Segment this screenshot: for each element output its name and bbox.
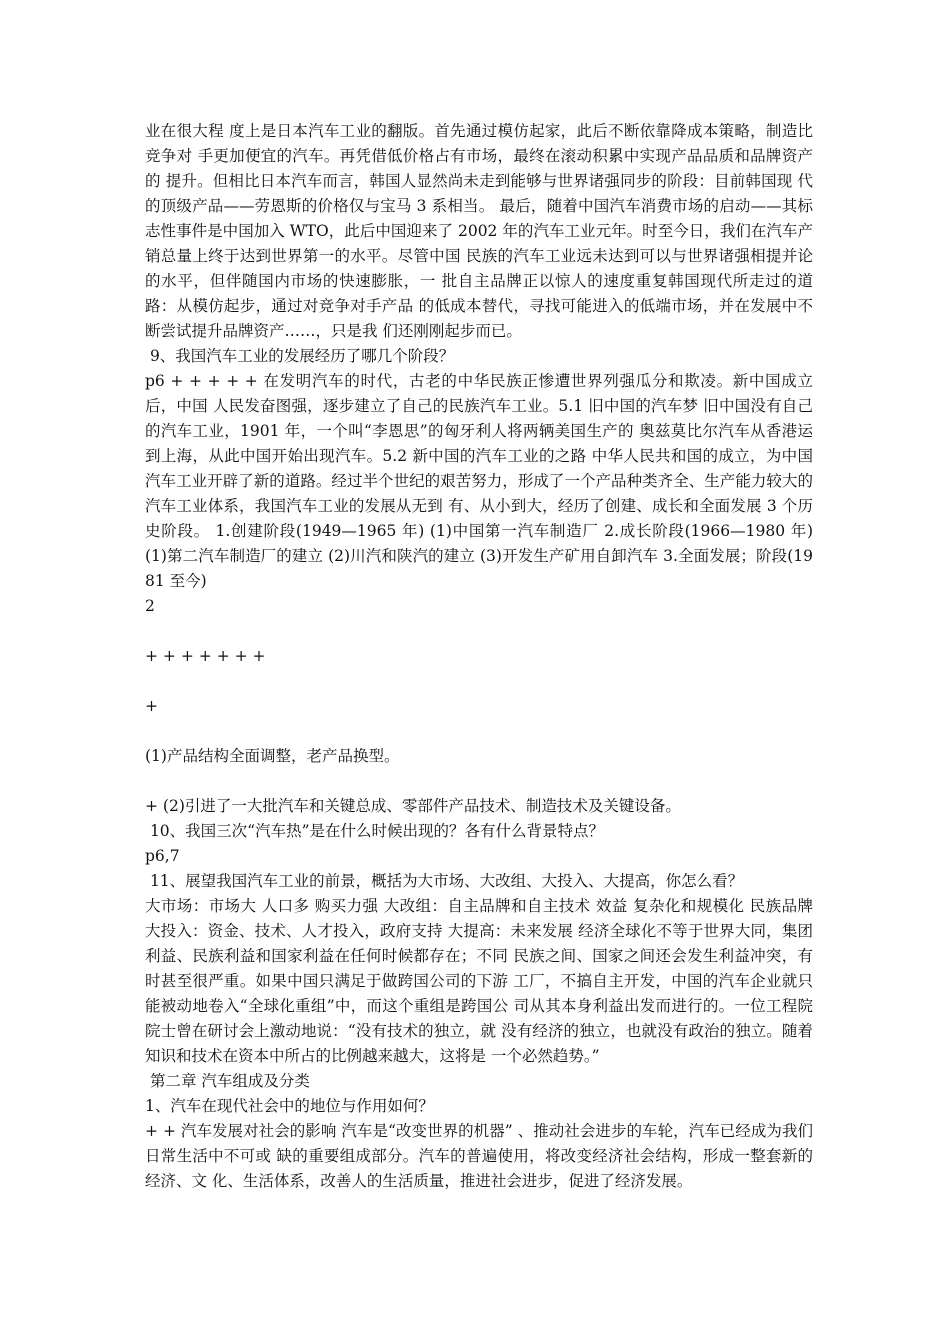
intro-paragraph: 业在很大程 度上是日本汽车工业的翻版。首先通过模仿起家，此后不断依靠降成本策略，制造比竞争对 手更加便宜的汽车。再凭借低价格占有市场，最终在滚动积累中实现产品品质和品牌资产的 提升。但相比日本汽车而言，韩国人显然尚未走到能够与世界诸强同步的阶段：目前韩国现 代的顶级产品——劳恩斯的价格仅与宝马 3 系相当。 最后，随着中国汽车消费市场的启动——其标志性事件是中国加入 WTO，此后中国迎来了 2002 年的汽车工业元年。时至今日，我们在汽车产销总量上终于达到世界第一的水平。尽管中国 民族的汽车工业远未达到可以与世界诸强相提并论的水平，但伴随国内市场的快速膨胀，一 批自主品牌正以惊人的速度重复韩国现代所走过的道路：从模仿起步，通过对竞争对手产品 的低成本替代，寻找可能进入的低端市场，并在发展中不断尝试提升品牌资产……，只是我 们还刚刚起步而已。 — [145, 122, 813, 340]
question-9: 9、我国汽车工业的发展经历了哪几个阶段？ — [145, 347, 455, 365]
chapter-title: 第二章 汽车组成及分类 — [145, 1072, 310, 1090]
page-number: 2 — [145, 597, 155, 615]
document-page — [145, 119, 813, 1194]
question-9-answer: p6 + + + + + 在发明汽车的时代，古老的中华民族正惨遭世界列强瓜分和欺凌。新中国成立后，中国 人民发奋图强，逐步建立了自己的民族汽车工业。5.1 旧中国的汽车梦 旧中国没有自己的汽车工业，1901 年，一个叫“李恩思”的匈牙利人将两辆美国生产的 奥兹莫比尔汽车从香港运到上海，从此中国开始出现汽车。5.2 新中国的汽车工业的之路 中华人民共和国的成立，为中国汽车工业开辟了新的道路。经过半个世纪的艰苦努力，形成了一个产品种类齐全、生产能力较大的汽车工业体系，我国汽车工业的发展从无到 有、从小到大，经历了创建、成长和全面发展 3 个历史阶段。 1.创建阶段(1949—1965 年) (1)中国第一汽车制造厂 2.成长阶段(1966—1980 年) (1)第二汽车制造厂的建立 (2)川汽和陕汽的建立 (3)开发生产矿用自卸汽车 3.全面发展；阶段(1981 至今) — [145, 372, 813, 590]
plus-line-2: + — [145, 697, 158, 715]
chapter2-question-1-answer: + + 汽车发展对社会的影响 汽车是“改变世界的机器” 、推动社会进步的车轮，汽车已经成为我们日常生活中不可或 缺的重要组成部分。汽车的普遍使用，将改变经济社会结构，形成一整套新的经济、文 化、生活体系，改善人的生活质量，推进社会进步，促进了经济发展。 — [145, 1122, 813, 1190]
plus-line-1: + + + + + + + — [145, 647, 266, 665]
question-10-answer: p6,7 — [145, 847, 180, 865]
question-10: 10、我国三次“汽车热”是在什么时候出现的？各有什么背景特点？ — [145, 822, 605, 840]
question-11-answer: 大市场：市场大 人口多 购买力强 大改组：自主品牌和自主技术 效益 复杂化和规模化 民族品牌 大投入：资金、技术、人才投入，政府支持 大提高：未来发展 经济全球化不等于世界大同，集团利益、民族利益和国家利益在任何时候都存在；不同 民族之间、国家之间还会发生利益冲突，有时甚至很严重。如果中国只满足于做跨国公司的下游 工厂，不搞自主开发，中国的汽车企业就只能被动地卷入“全球化重组”中，而这个重组是跨国公 司从其本身利益出发而进行的。一位工程院院士曾在研讨会上激动地说：“没有技术的独立，就 没有经济的独立，也就没有政治的独立。随着知识和技术在资本中所占的比例越来越大，这将是 一个必然趋势。” — [145, 897, 813, 1065]
chapter2-question-1: 1、汽车在现代社会中的地位与作用如何？ — [145, 1097, 434, 1115]
question-11: 11、展望我国汽车工业的前景，概括为大市场、大改组、大投入、大提高，你怎么看？ — [145, 872, 744, 890]
list-item-2: + (2)引进了一大批汽车和关键总成、零部件产品技术、制造技术及关键设备。 — [145, 797, 681, 815]
list-item-1: (1)产品结构全面调整，老产品换型。 — [145, 747, 400, 765]
